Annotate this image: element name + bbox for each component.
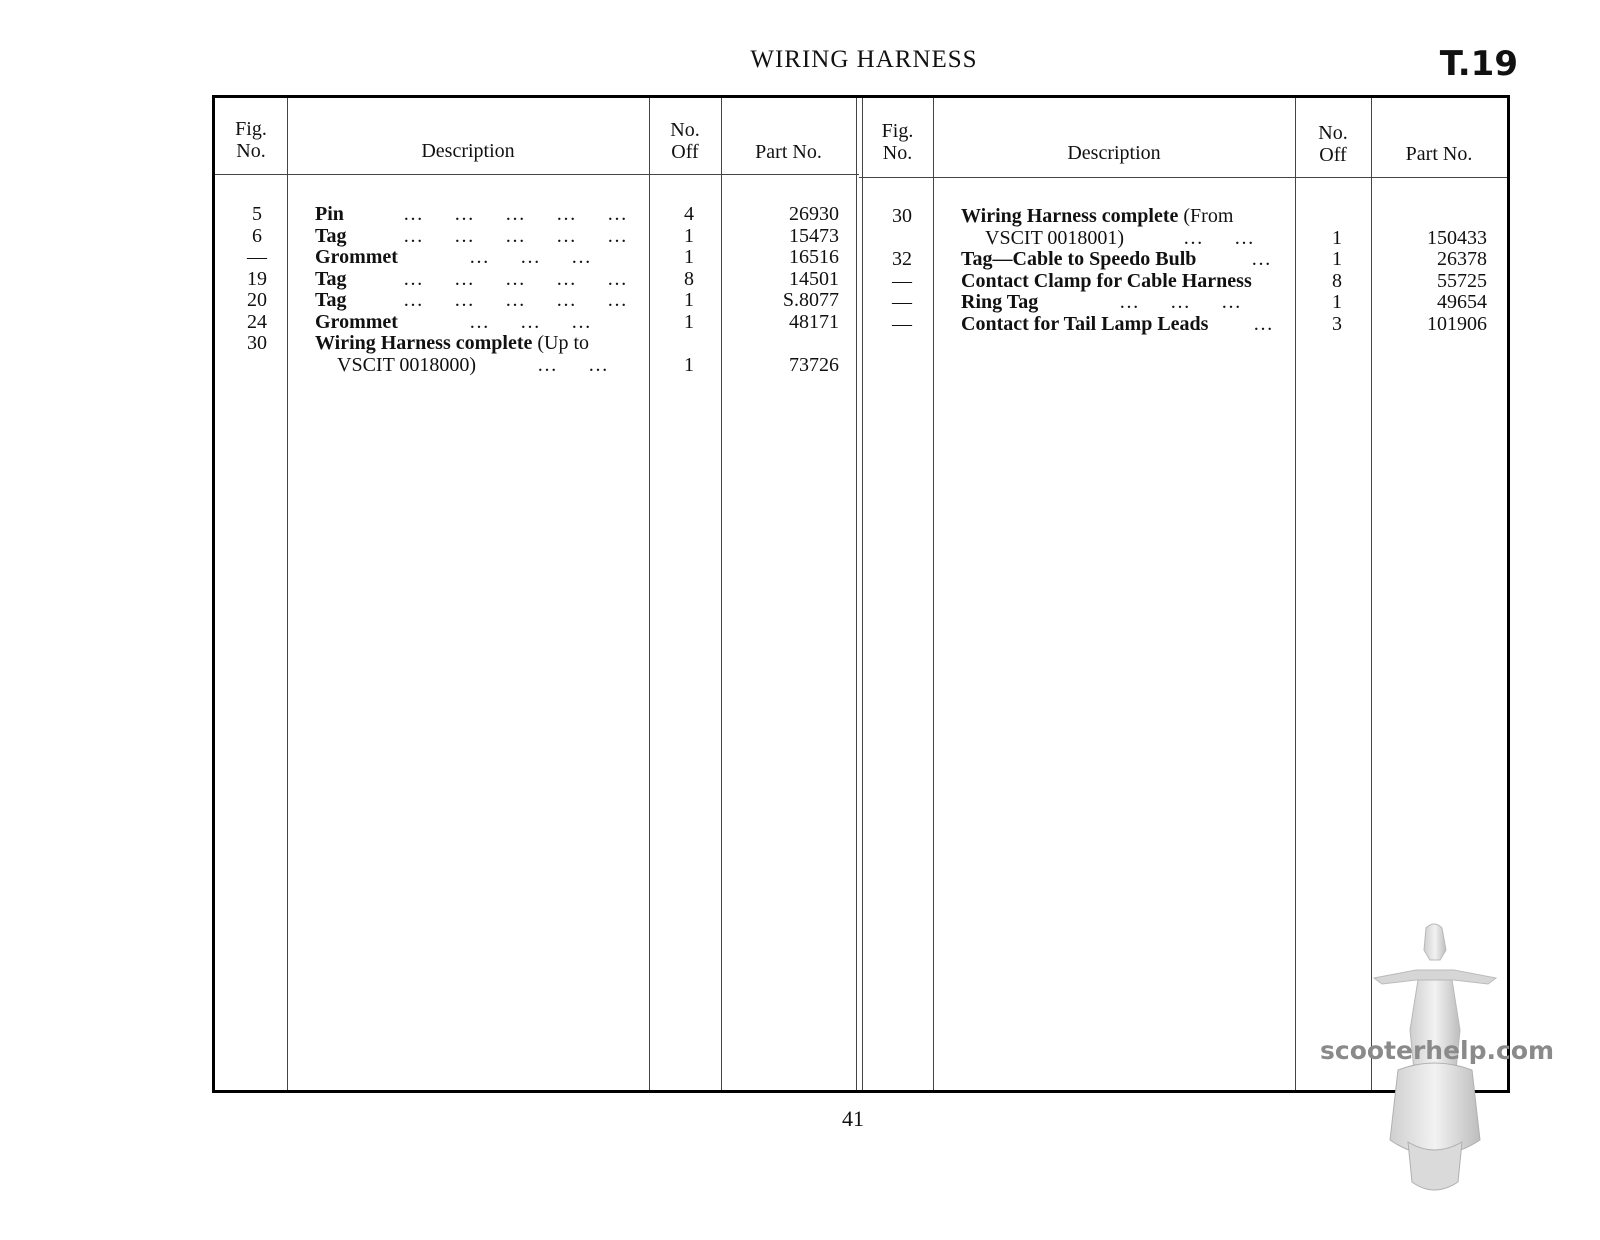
header-description: Description bbox=[421, 140, 515, 162]
description bbox=[315, 333, 589, 355]
leader-dots: … … … … … bbox=[403, 268, 628, 290]
quantity: 1 bbox=[684, 225, 694, 247]
quantity: 1 bbox=[684, 311, 694, 333]
fig-no: — bbox=[247, 246, 267, 268]
header-part-no: Part No. bbox=[755, 141, 822, 163]
quantity: 1 bbox=[1332, 227, 1342, 249]
header-fig-no: Fig. No. bbox=[881, 120, 914, 164]
fig-no: 32 bbox=[892, 248, 912, 270]
leader-dots: … … bbox=[1183, 227, 1255, 249]
description: Tag bbox=[315, 289, 347, 311]
description: Contact Clamp for Cable Harness bbox=[961, 270, 1252, 292]
description-continued: VSCIT 0018001) bbox=[985, 227, 1125, 249]
quantity: 8 bbox=[684, 268, 694, 290]
description bbox=[961, 206, 1233, 228]
fig-no: — bbox=[892, 270, 912, 292]
part-number: 14501 bbox=[789, 268, 839, 290]
quantity: 3 bbox=[1332, 313, 1342, 335]
quantity: 1 bbox=[1332, 248, 1342, 270]
part-number: 26930 bbox=[789, 203, 839, 225]
header-no-off: No. Off bbox=[670, 119, 700, 163]
quantity: 1 bbox=[684, 246, 694, 268]
quantity: 4 bbox=[684, 203, 694, 225]
description: Tag bbox=[315, 268, 347, 290]
fig-no: 30 bbox=[247, 332, 267, 354]
part-number: 101906 bbox=[1427, 313, 1487, 335]
page-title: WIRING HARNESS bbox=[750, 46, 978, 73]
quantity: 1 bbox=[684, 289, 694, 311]
description: Contact for Tail Lamp Leads bbox=[961, 313, 1209, 335]
part-number: 16516 bbox=[789, 246, 839, 268]
part-number: 26378 bbox=[1437, 248, 1487, 270]
header-no-off: No. Off bbox=[1318, 122, 1348, 166]
description: Tag—Cable to Speedo Bulb bbox=[961, 248, 1197, 270]
description: Tag bbox=[315, 225, 347, 247]
fig-no: 19 bbox=[247, 268, 267, 290]
part-number: S.8077 bbox=[782, 289, 839, 311]
leader-dots: … … … … … bbox=[403, 203, 628, 225]
part-number: 48171 bbox=[789, 311, 839, 333]
header-description: Description bbox=[1067, 142, 1161, 164]
part-number: 55725 bbox=[1437, 270, 1487, 292]
description-bold: Wiring Harness complete bbox=[315, 332, 533, 354]
leader-dots: … … … … … bbox=[403, 225, 628, 247]
description: Ring Tag bbox=[961, 291, 1039, 313]
part-number: 73726 bbox=[789, 354, 839, 376]
description-continued: VSCIT 0018000) bbox=[337, 354, 477, 376]
fig-no: 30 bbox=[892, 205, 912, 227]
fig-no: 20 bbox=[247, 289, 267, 311]
section-code: T.19 bbox=[1439, 44, 1518, 84]
description: Grommet bbox=[315, 246, 398, 268]
leader-dots: … … bbox=[537, 354, 609, 376]
page-number: 41 bbox=[842, 1106, 864, 1131]
part-number: 49654 bbox=[1437, 291, 1487, 313]
leader-dots: … … … bbox=[469, 246, 592, 268]
header-part-no: Part No. bbox=[1405, 143, 1473, 165]
quantity: 8 bbox=[1332, 270, 1342, 292]
description-note: (From bbox=[1183, 205, 1234, 227]
header-fig-no: Fig. No. bbox=[235, 118, 267, 162]
leader-dots: … … … bbox=[1119, 291, 1242, 313]
leader-dots: … … … bbox=[469, 311, 592, 333]
fig-no: 24 bbox=[247, 311, 267, 333]
fig-no: — bbox=[892, 313, 912, 335]
fig-no: 5 bbox=[252, 203, 262, 225]
leader-dots: … … … … … bbox=[403, 289, 628, 311]
part-number: 150433 bbox=[1427, 227, 1487, 249]
quantity: 1 bbox=[684, 354, 694, 376]
leader-dots: … bbox=[1253, 313, 1274, 335]
fig-no: — bbox=[892, 291, 912, 313]
description: Pin bbox=[315, 203, 344, 225]
description: Grommet bbox=[315, 311, 398, 333]
description-bold: Wiring Harness complete bbox=[961, 205, 1179, 227]
description-note: (Up to bbox=[537, 332, 590, 354]
watermark: scooterhelp.com bbox=[1320, 1036, 1555, 1065]
fig-no: 6 bbox=[252, 225, 262, 247]
quantity: 1 bbox=[1332, 291, 1342, 313]
part-number: 15473 bbox=[789, 225, 839, 247]
parts-table bbox=[212, 95, 1510, 1093]
leader-dots: … bbox=[1251, 248, 1272, 270]
